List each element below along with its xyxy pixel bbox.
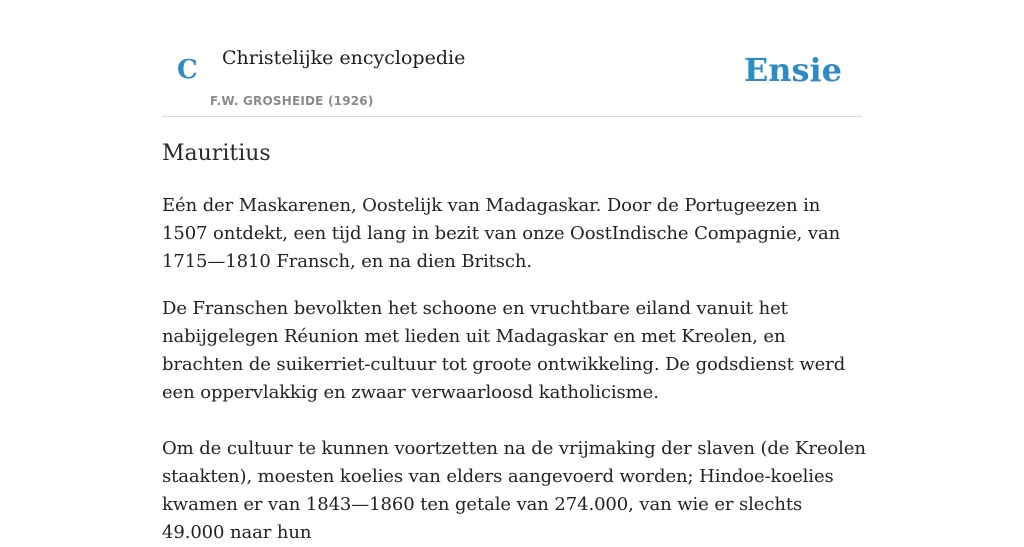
encyclopedia-title[interactable]: Christelijke encyclopedie [222, 47, 466, 69]
article-paragraph: Eén der Maskarenen, Oostelijk van Madagaskar. Door de Portugeezen in 1507 ontdekt, een tijd lang in bezit van onze OostIndische Compagnie, van 1715—1810 Fransch, en na dien Britsch. [162, 195, 841, 272]
article [162, 138, 866, 547]
brand-logo[interactable]: Ensie [743, 51, 842, 89]
author-credit: F.W. GROSHEIDE (1926) [210, 94, 374, 108]
article-title: Mauritius [162, 141, 271, 166]
article-paragraph: Om de cultuur te kunnen voortzetten na de vrijmaking der slaven (de Kreolen staakten), moesten koelies van elders aangevoerd worden; Hindoe-koelies kwamen er van 1843—1860 ten getale van 274.000, van wie er slechts 49.000 naar hun [162, 438, 866, 543]
encyclopedia-logo[interactable]: C [177, 55, 198, 85]
page-header [162, 0, 862, 117]
article-paragraph: De Franschen bevolkten het schoone en vruchtbare eiland vanuit het nabijgelegen Réunion met lieden uit Madagaskar en met Kreolen, en brachten de suikerriet-cultuur tot groote ontwikkeling. De godsdienst werd een oppervlakkig en zwaar verwaarloosd katholicisme. [162, 298, 846, 403]
